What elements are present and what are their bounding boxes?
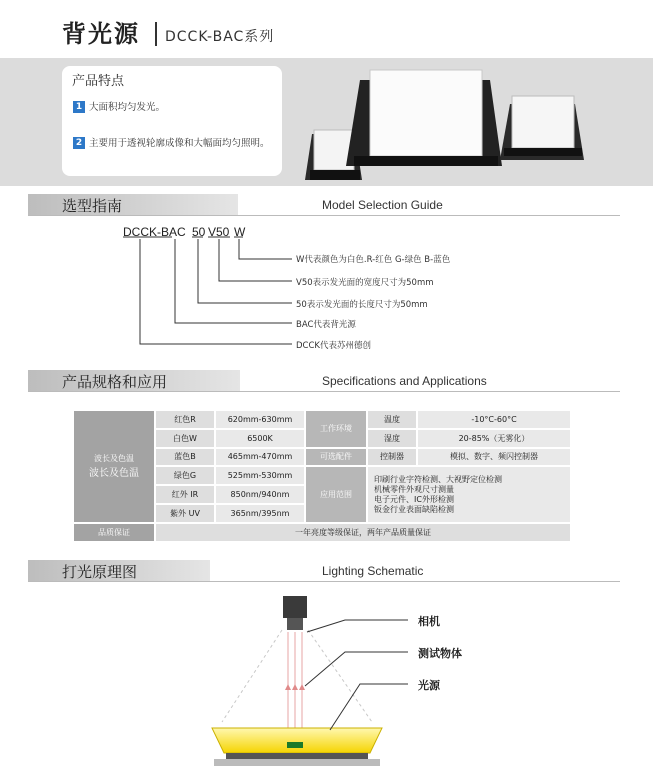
section-title: 选型指南 [62,197,123,215]
label-camera: 相机 [418,615,440,628]
test-object-icon [287,742,303,748]
label-light-source: 光源 [418,679,440,692]
controller-value: 模拟、数字、频闪控制器 [417,448,571,467]
model-desc-length: 50表示发光面的长度尺寸为50mm [296,300,428,310]
page-title: 背光源 [62,20,140,48]
model-desc-brand: DCCK代表苏州德创 [296,341,371,351]
controller-label: 控制器 [367,448,417,467]
spec-value: 525mm-530mm [215,466,305,485]
spec-value: 6500K [215,429,305,448]
model-part-series: DCCK-BAC [123,225,186,239]
spec-name: 红外 IR [155,485,215,504]
spec-name: 白色W [155,429,215,448]
spec-value: 365nm/395nm [215,504,305,523]
humidity-value: 20-85%（无雾化） [417,429,571,448]
model-part-color: W [234,225,246,239]
model-desc-width: V50表示发光面的宽度尺寸为50mm [296,278,434,288]
spec-value: 620mm-630mm [215,410,305,429]
model-part-length: 50 [192,225,206,239]
feature-text-1: 大面积均匀发光。 [89,102,166,113]
accessory-label: 可选配件 [305,448,367,467]
application-item: 电子元件、IC外形检测 [374,494,454,504]
product-images [300,62,640,184]
feature-text-2: 主要用于透视轮廓成像和大幅面均匀照明。 [89,138,270,149]
section-specs [0,370,653,392]
model-desc-color: W代表颜色为白色.R-红色 G-绿色 B-蓝色 [296,255,451,265]
application-item: 机械零件外观尺寸测量 [374,484,454,494]
work-env-label: 工作环境 [305,410,367,448]
warranty-label: 品质保证 [73,523,155,542]
spec-value: 850nm/940nm [215,485,305,504]
temp-value: -10°C-60°C [417,410,571,429]
section-title: 产品规格和应用 [62,373,168,391]
ray-arrows [285,684,305,690]
spec-table [73,410,571,542]
label-leaders [305,620,408,730]
application-list [367,466,571,522]
section-title-en: Model Selection Guide [322,198,443,212]
features-title: 产品特点 [72,74,125,89]
feature-number-1: 1 [73,101,85,113]
page-subtitle: DCCK-BAC系列 [165,29,275,45]
lighting-schematic-diagram [0,590,653,768]
warranty-value: 一年亮度等级保证，两年产品质量保证 [155,523,571,542]
section-schematic [0,560,653,582]
spec-name: 紫外 UV [155,504,215,523]
model-part-width: V50 [208,225,230,239]
field-of-view-lines [222,630,372,722]
temp-label: 温度 [367,410,417,429]
camera-icon [283,596,307,630]
application-item: 钣金行业表面缺陷检测 [374,504,454,514]
backlight-large-image [346,70,502,166]
section-title-en: Lighting Schematic [322,564,424,578]
spec-name: 蓝色B [155,448,215,467]
feature-number-2: 2 [73,137,85,149]
application-label: 应用范围 [305,466,367,522]
spec-name: 绿色G [155,466,215,485]
section-model-guide [0,194,653,216]
application-item: 印刷行业字符检测、大视野定位检测 [374,474,502,484]
section-title-en: Specifications and Applications [322,374,487,388]
backlight-medium-image [500,96,584,160]
section-title: 打光原理图 [62,563,138,581]
spec-value: 465mm-470mm [215,448,305,467]
wavelength-label-cell: 波长及色温 波长及色温 [73,410,155,523]
label-test-object: 测试物体 [418,647,462,660]
humidity-label: 湿度 [367,429,417,448]
spec-name: 红色R [155,410,215,429]
model-desc-series: BAC代表背光源 [296,320,356,330]
title-divider [155,22,157,46]
